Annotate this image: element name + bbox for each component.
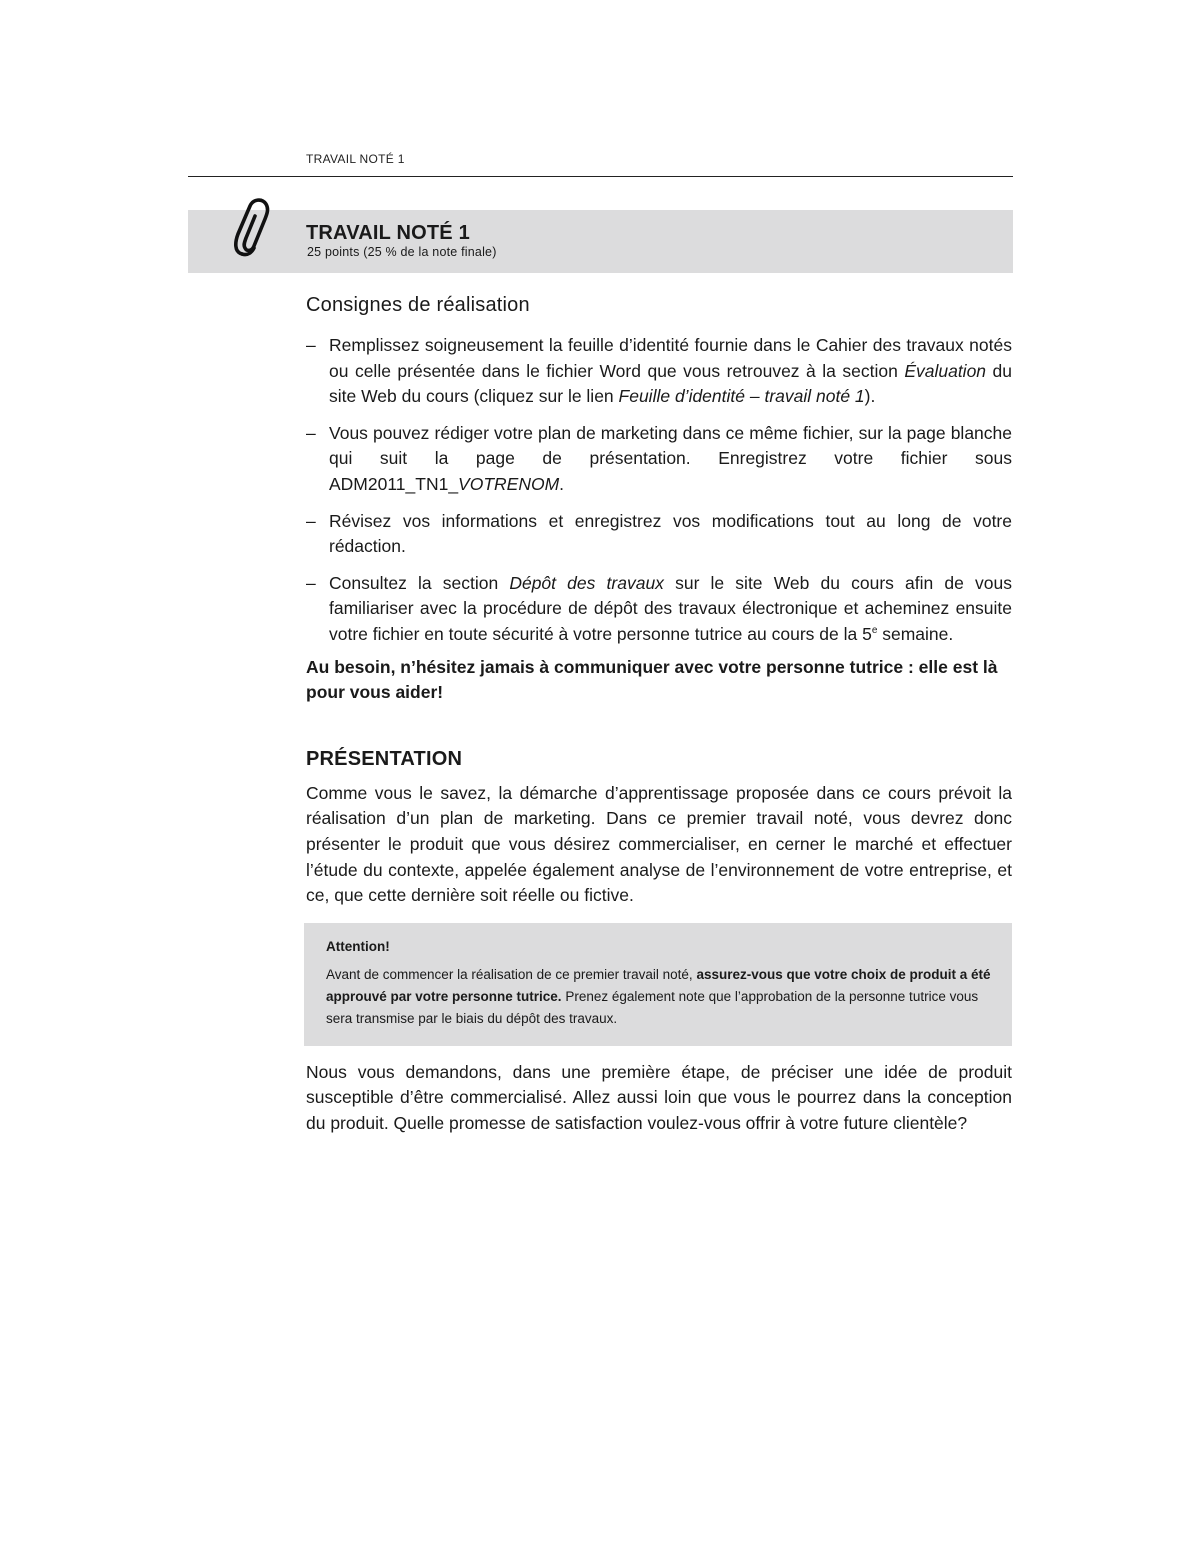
attention-bold-part: assurez-vous que votre choix de produit a été approuvé par votre personne tutrice. <box>326 966 991 1004</box>
paperclip-icon <box>228 196 276 264</box>
consignes-heading: Consignes de réalisation <box>306 294 530 316</box>
attention-text-part: Prenez également note que l’approbation de la personne tutrice vous sera transmise par le biais du dépôt des travaux. <box>326 988 979 1026</box>
list-text: semaine. <box>877 623 954 644</box>
list-item <box>306 333 1012 410</box>
list-item <box>306 571 1012 648</box>
support-note: Au besoin, n’hésitez jamais à communiquer avec votre personne tutrice : elle est là pour vous aider! <box>306 656 998 703</box>
presentation-heading: PRÉSENTATION <box>306 747 463 770</box>
main-content <box>306 294 1012 1136</box>
list-emphasis: Feuille d’identité – travail noté 1 <box>618 386 865 407</box>
list-text: Consultez la section <box>329 572 510 593</box>
running-header: TRAVAIL NOTÉ 1 <box>306 152 405 166</box>
list-text: . <box>559 473 565 494</box>
list-emphasis: Dépôt des travaux <box>509 572 664 593</box>
attention-text-part: Avant de commencer la réalisation de ce premier travail noté, <box>326 966 697 982</box>
presentation-paragraph: Comme vous le savez, la démarche d’apprentissage proposée dans ce cours prévoit la réalisation d’un plan de marketing. Dans ce premier travail noté, vous devrez donc présenter le produit que vous désirez commercialiser, en cerner le marché et effectuer l’étude du contexte, appelée également analyse de l’environnement de votre entreprise, et ce, que cette dernière soit réelle ou fictive. <box>306 782 1012 906</box>
assignment-points: 25 points (25 % de la note finale) <box>307 245 497 259</box>
list-item <box>306 509 1012 560</box>
assignment-title: TRAVAIL NOTÉ 1 <box>306 222 470 244</box>
list-emphasis: Évaluation <box>904 360 987 381</box>
attention-text <box>326 964 992 1030</box>
list-text: sur le site Web du cours afin de vous familiariser avec la procédure de dépôt des travaux électronique et acheminez ensuite votre fichier en toute sécurité à votre personne tutrice au cours de la 5 <box>329 572 1012 644</box>
consignes-list <box>306 333 1012 648</box>
list-text: du site Web du cours (cliquez sur le lien <box>329 360 1013 407</box>
list-dash: – <box>306 422 316 443</box>
list-dash: – <box>306 572 316 593</box>
attention-box <box>304 923 1012 1046</box>
header-rule <box>188 176 1013 177</box>
list-text: Vous pouvez rédiger votre plan de marketing dans ce même fichier, sur la page blanche qui suit la page de présentation. Enregistrez votre fichier sous ADM2011_TN1_ <box>329 422 1012 494</box>
attention-title: Attention! <box>326 938 390 954</box>
list-dash: – <box>306 335 316 355</box>
list-item <box>306 421 1012 498</box>
list-text: Remplissez soigneusement la feuille d’identité fournie dans le Cahier des travaux notés ou celle présentée dans le fichier Word que vous retrouvez à la section <box>329 335 1012 381</box>
list-dash: – <box>306 510 316 531</box>
product-idea-paragraph: Nous vous demandons, dans une première étape, de préciser une idée de produit susceptible d’être commercialisé. Allez aussi loin que vous le pourrez dans la conception du produit. Quelle promesse de satisfaction voulez-vous offrir à votre future clientèle? <box>306 1061 1012 1133</box>
list-text: ). <box>864 386 876 407</box>
ordinal-superscript: e <box>871 625 878 637</box>
list-text: Révisez vos informations et enregistrez vos modifications tout au long de votre rédaction. <box>329 510 1012 557</box>
list-emphasis: VOTRENOM <box>458 473 560 494</box>
